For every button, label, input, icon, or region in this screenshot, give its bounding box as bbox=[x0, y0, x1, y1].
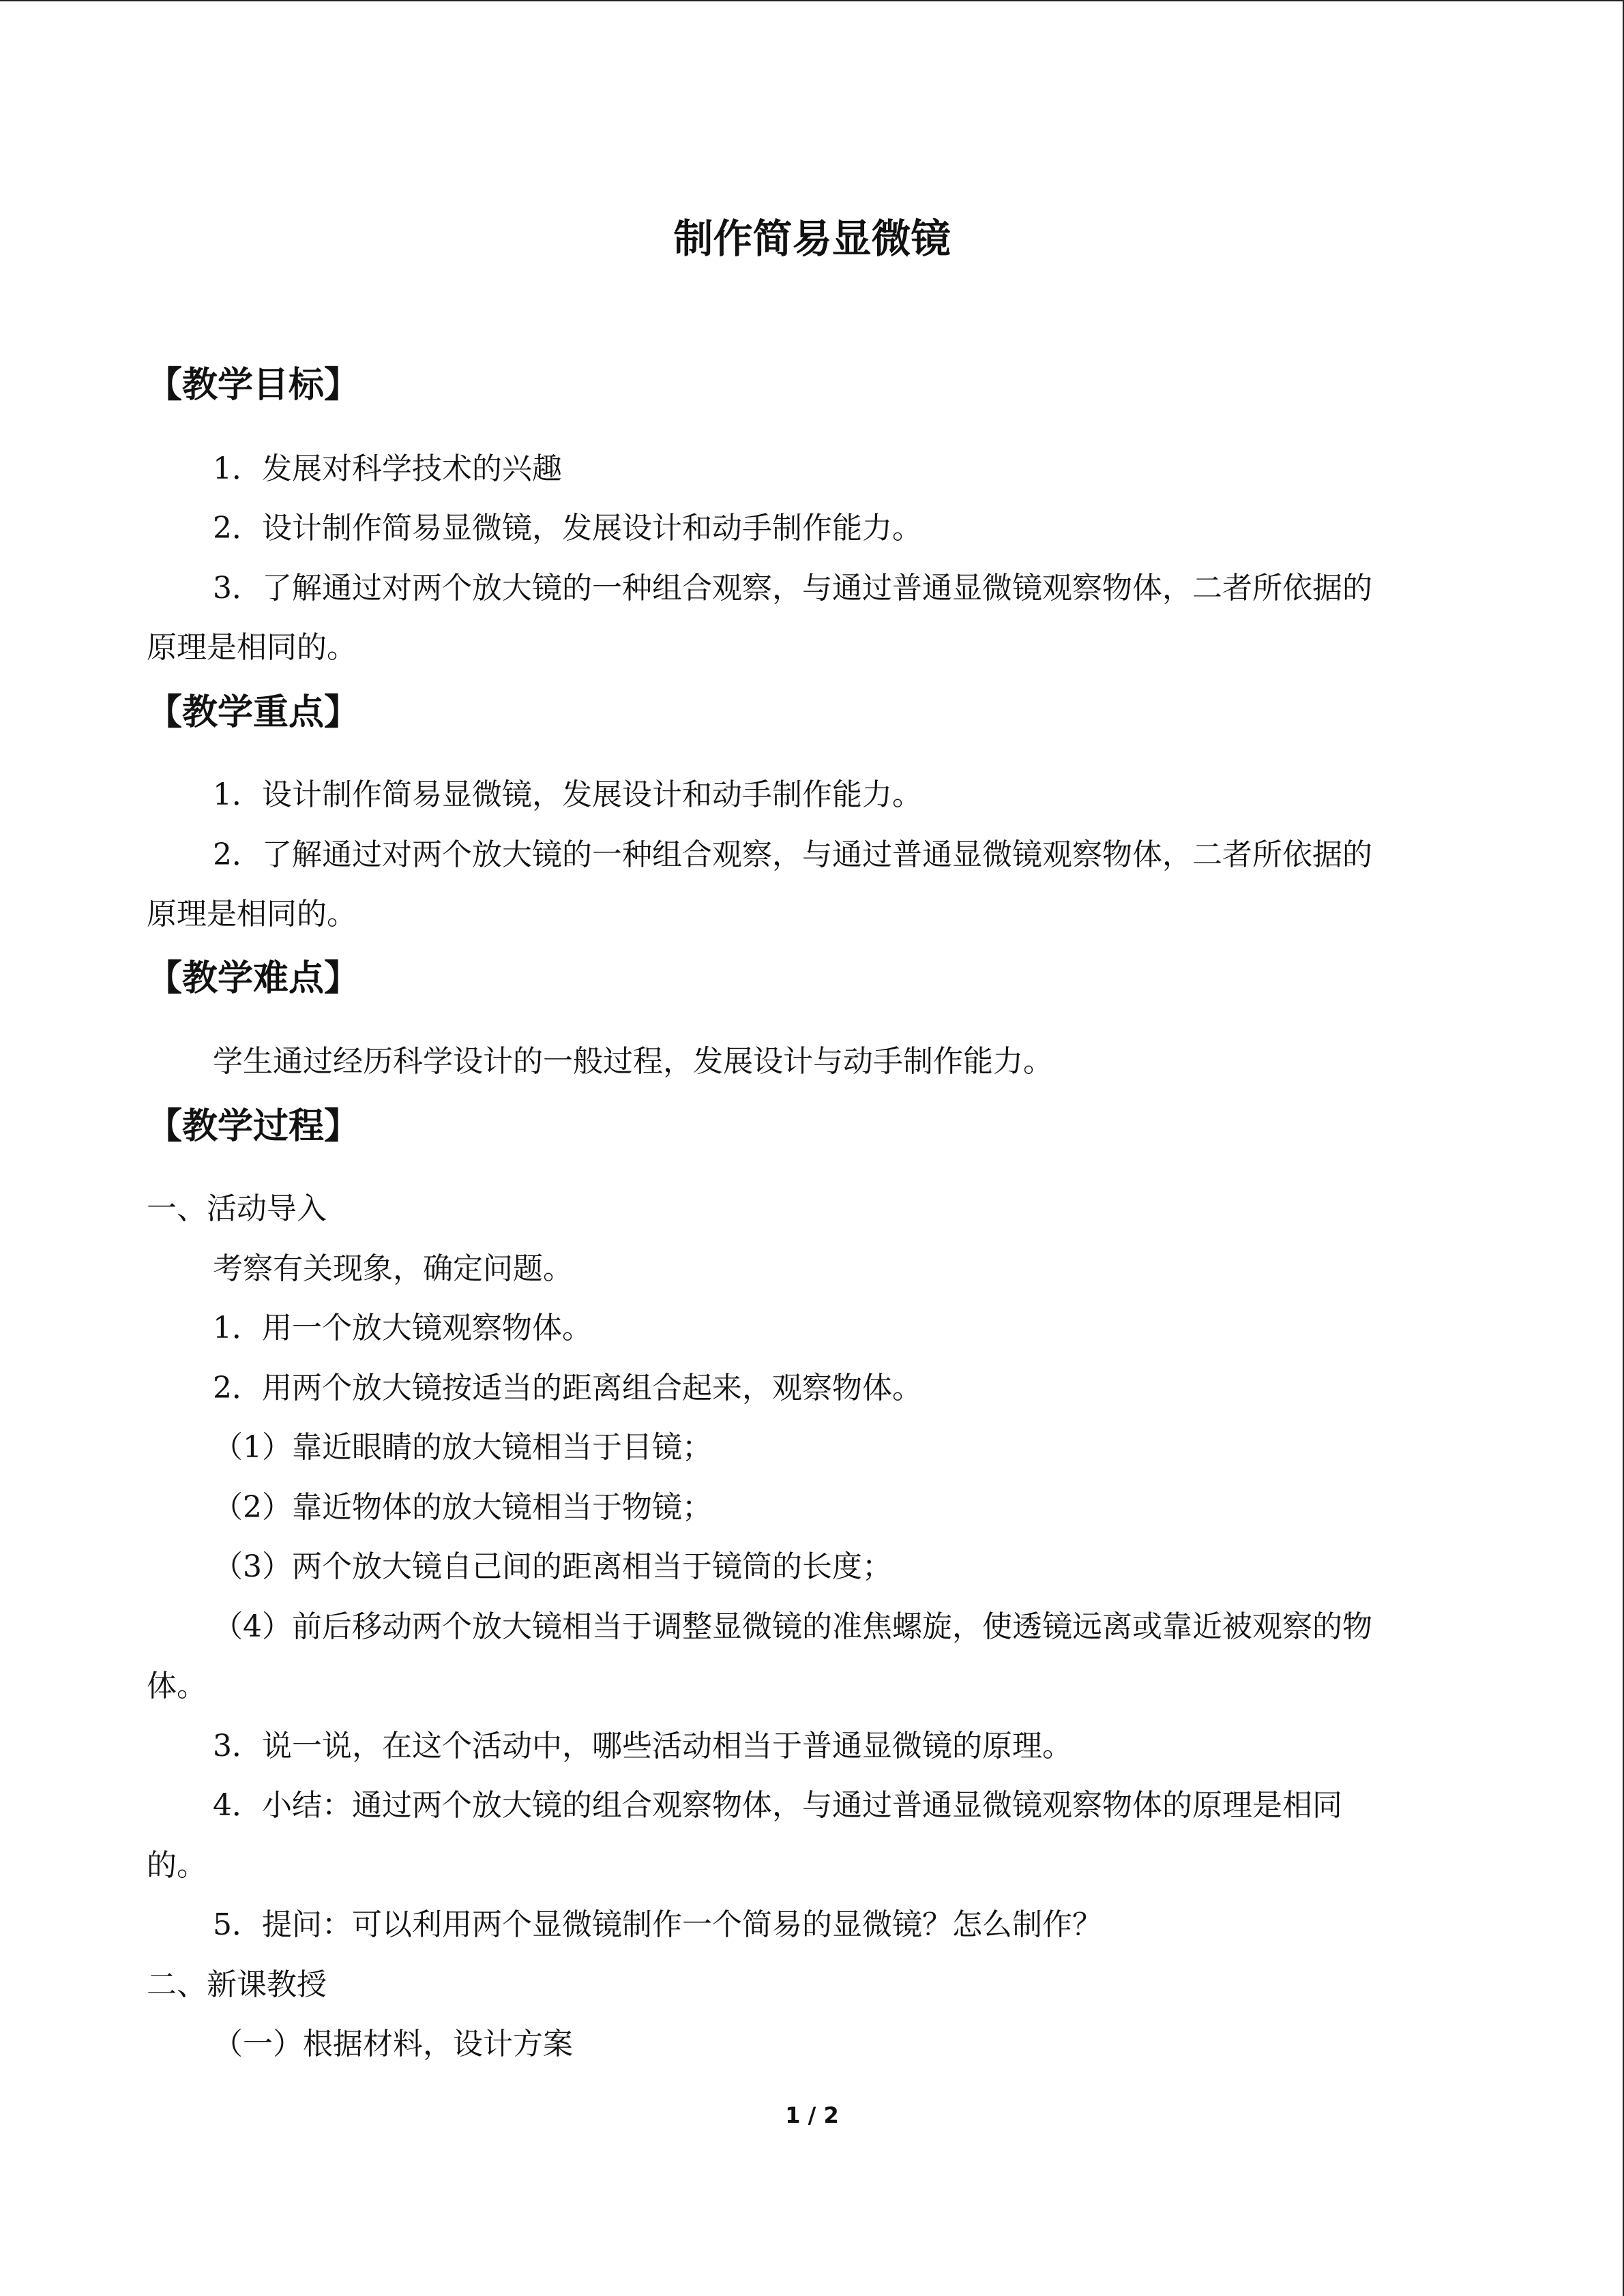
difficulty-item-1: 学生通过经历科学设计的一般过程，发展设计与动手制作能力。 bbox=[213, 1044, 1053, 1079]
key-point-item-1: 1．设计制作简易显微镜，发展设计和动手制作能力。 bbox=[213, 777, 922, 812]
page-number: 1 / 2 bbox=[785, 2102, 839, 2128]
process-line: （一）根据材料，设计方案 bbox=[213, 2027, 573, 2061]
process-line: 2．用两个放大镜按适当的距离组合起来，观察物体。 bbox=[213, 1371, 922, 1405]
process-line: （3）两个放大镜自己间的距离相当于镜筒的长度； bbox=[213, 1549, 892, 1584]
process-line: （2）靠近物体的放大镜相当于物镜； bbox=[213, 1490, 712, 1525]
objective-item-3-cont: 原理是相同的。 bbox=[147, 630, 357, 665]
process-line: 的。 bbox=[147, 1848, 207, 1883]
objective-item-1: 1．发展对科学技术的兴趣 bbox=[213, 451, 562, 486]
heading-process: 【教学过程】 bbox=[147, 1106, 360, 1147]
key-point-item-2-cont: 原理是相同的。 bbox=[147, 897, 357, 931]
process-line: 体。 bbox=[147, 1669, 207, 1703]
process-line: 一、活动导入 bbox=[147, 1191, 327, 1226]
objective-item-2: 2．设计制作简易显微镜，发展设计和动手制作能力。 bbox=[213, 511, 922, 546]
objective-item-3: 3．了解通过对两个放大镜的一种组合观察，与通过普通显微镜观察物体，二者所依据的 bbox=[213, 571, 1372, 606]
heading-objectives: 【教学目标】 bbox=[147, 365, 360, 406]
process-line: 4．小结：通过两个放大镜的组合观察物体，与通过普通显微镜观察物体的原理是相同 bbox=[213, 1788, 1342, 1823]
process-line: 二、新课教授 bbox=[147, 1967, 327, 2002]
process-line: （4）前后移动两个放大镜相当于调整显微镜的准焦螺旋，使透镜远离或靠近被观察的物 bbox=[213, 1609, 1372, 1644]
heading-key-points: 【教学重点】 bbox=[147, 692, 360, 733]
key-point-item-2: 2．了解通过对两个放大镜的一种组合观察，与通过普通显微镜观察物体，二者所依据的 bbox=[213, 837, 1372, 872]
process-line: 考察有关现象，确定问题。 bbox=[213, 1251, 573, 1286]
document-title: 制作简易显微镜 bbox=[673, 215, 951, 262]
heading-difficulties: 【教学难点】 bbox=[147, 958, 360, 999]
process-line: （1）靠近眼睛的放大镜相当于目镜； bbox=[213, 1430, 712, 1465]
process-line: 3．说一说，在这个活动中，哪些活动相当于普通显微镜的原理。 bbox=[213, 1729, 1072, 1763]
process-line: 5．提问：可以利用两个显微镜制作一个简易的显微镜？怎么制作？ bbox=[213, 1907, 1102, 1942]
process-line: 1．用一个放大镜观察物体。 bbox=[213, 1311, 592, 1345]
